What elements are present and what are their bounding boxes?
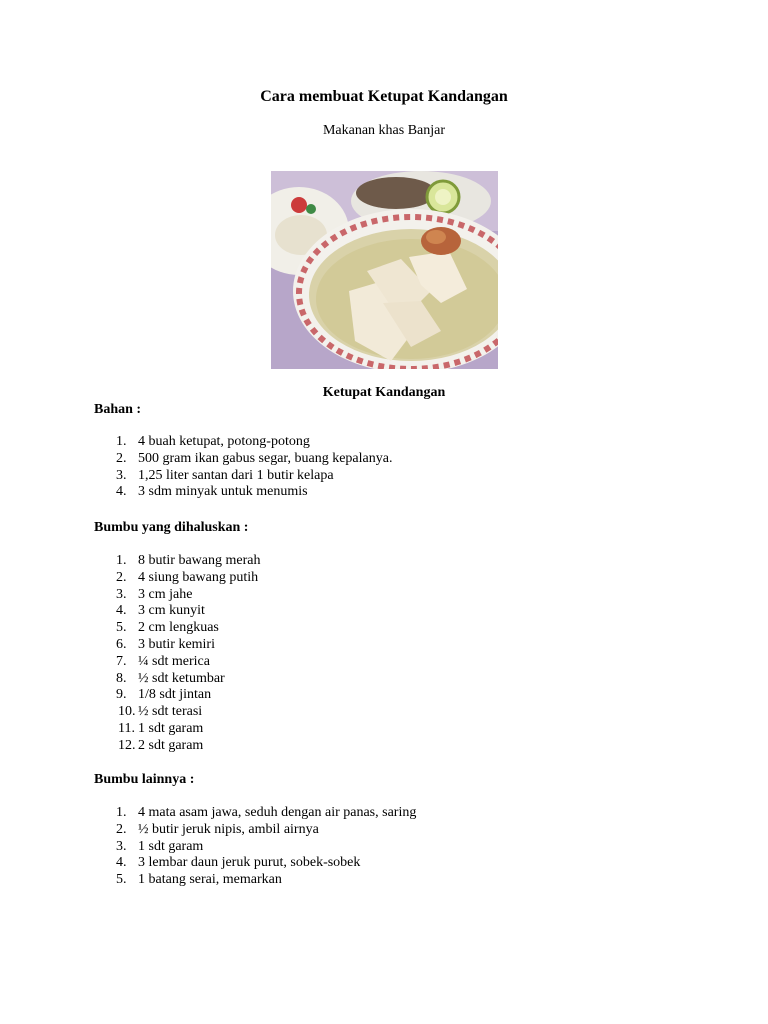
- list-item: [94, 451, 392, 468]
- item-text: 4 buah ketupat, potong-potong: [138, 434, 310, 449]
- item-text: 4 siung bawang putih: [138, 569, 259, 585]
- item-number: 1.: [116, 553, 127, 568]
- list-item: [94, 721, 260, 738]
- list-item: [94, 570, 260, 587]
- item-text: 1 batang serai, memarkan: [138, 872, 282, 888]
- item-text: 2 sdt garam: [138, 737, 204, 753]
- item-text: 3 butir kemiri: [138, 636, 215, 652]
- item-number: 3.: [116, 838, 127, 854]
- item-number: 3.: [116, 586, 127, 602]
- list-item: [94, 687, 260, 704]
- item-number: 2.: [116, 821, 127, 837]
- item-text: ½ butir jeruk nipis, ambil airnya: [138, 821, 319, 837]
- list-item: [94, 637, 260, 654]
- item-text: 3 cm kunyit: [138, 603, 205, 619]
- section-heading-bumbu-lainnya: Bumbu lainnya :: [94, 772, 195, 787]
- item-number: 8.: [116, 670, 127, 686]
- list-item: [94, 603, 260, 620]
- section-heading-bahan: Bahan :: [94, 402, 142, 417]
- item-number: 2.: [116, 450, 127, 466]
- list-item: [94, 738, 260, 755]
- list-item: [94, 822, 416, 839]
- item-text: 1 sdt garam: [138, 720, 204, 736]
- item-number: 3.: [116, 467, 127, 483]
- ingredient-list-bumbu-dihaluskan: [94, 553, 260, 755]
- list-item: [94, 620, 260, 637]
- item-text: 3 cm jahe: [138, 586, 193, 602]
- list-item: [94, 468, 392, 485]
- list-item: [94, 484, 392, 501]
- item-number: 9.: [116, 687, 127, 703]
- ketupat-photo: [271, 171, 498, 369]
- list-item: [94, 654, 260, 671]
- item-number: 1.: [116, 434, 127, 449]
- ingredient-list-bahan: [94, 434, 392, 501]
- ingredient-list-bumbu-lainnya: [94, 805, 416, 889]
- item-number: 10.: [118, 704, 136, 720]
- list-item: [94, 805, 416, 822]
- list-item: [94, 839, 416, 856]
- item-number: 4.: [116, 484, 127, 500]
- item-number: 1.: [116, 805, 127, 820]
- item-text: 2 cm lengkuas: [138, 620, 219, 636]
- item-text: 1 sdt garam: [138, 838, 204, 854]
- document-title: Cara membuat Ketupat Kandangan: [260, 88, 508, 105]
- document-subtitle: Makanan khas Banjar: [322, 123, 446, 138]
- list-item: [94, 671, 260, 688]
- section-heading-bumbu-dihaluskan: Bumbu yang dihaluskan :: [94, 520, 249, 535]
- item-text: 1,25 liter santan dari 1 butir kelapa: [138, 467, 334, 483]
- item-text: 1/8 sdt jintan: [138, 687, 212, 703]
- item-number: 4.: [116, 855, 127, 871]
- list-item: [94, 855, 416, 872]
- item-number: 11.: [118, 720, 135, 736]
- list-item: [94, 704, 260, 721]
- item-number: 4.: [116, 603, 127, 619]
- item-number: 2.: [116, 569, 127, 585]
- list-item: [94, 587, 260, 604]
- item-text: ½ sdt terasi: [138, 704, 203, 720]
- item-number: 7.: [116, 653, 127, 669]
- list-item: [94, 872, 416, 889]
- item-number: 12.: [118, 737, 136, 753]
- item-number: 6.: [116, 636, 127, 652]
- item-text: 8 butir bawang merah: [138, 553, 261, 568]
- item-text: 500 gram ikan gabus segar, buang kepalanya.: [138, 450, 393, 466]
- item-text: 3 sdm minyak untuk menumis: [138, 484, 308, 500]
- item-text: 3 lembar daun jeruk purut, sobek-sobek: [138, 855, 361, 871]
- item-text: 4 mata asam jawa, seduh dengan air panas, saring: [138, 805, 417, 820]
- item-text: ¼ sdt merica: [138, 653, 210, 669]
- list-item: [94, 434, 392, 451]
- photo-caption: Ketupat Kandangan: [322, 385, 446, 400]
- list-item: [94, 553, 260, 570]
- item-number: 5.: [116, 620, 127, 636]
- item-text: ½ sdt ketumbar: [138, 670, 225, 686]
- item-number: 5.: [116, 872, 127, 888]
